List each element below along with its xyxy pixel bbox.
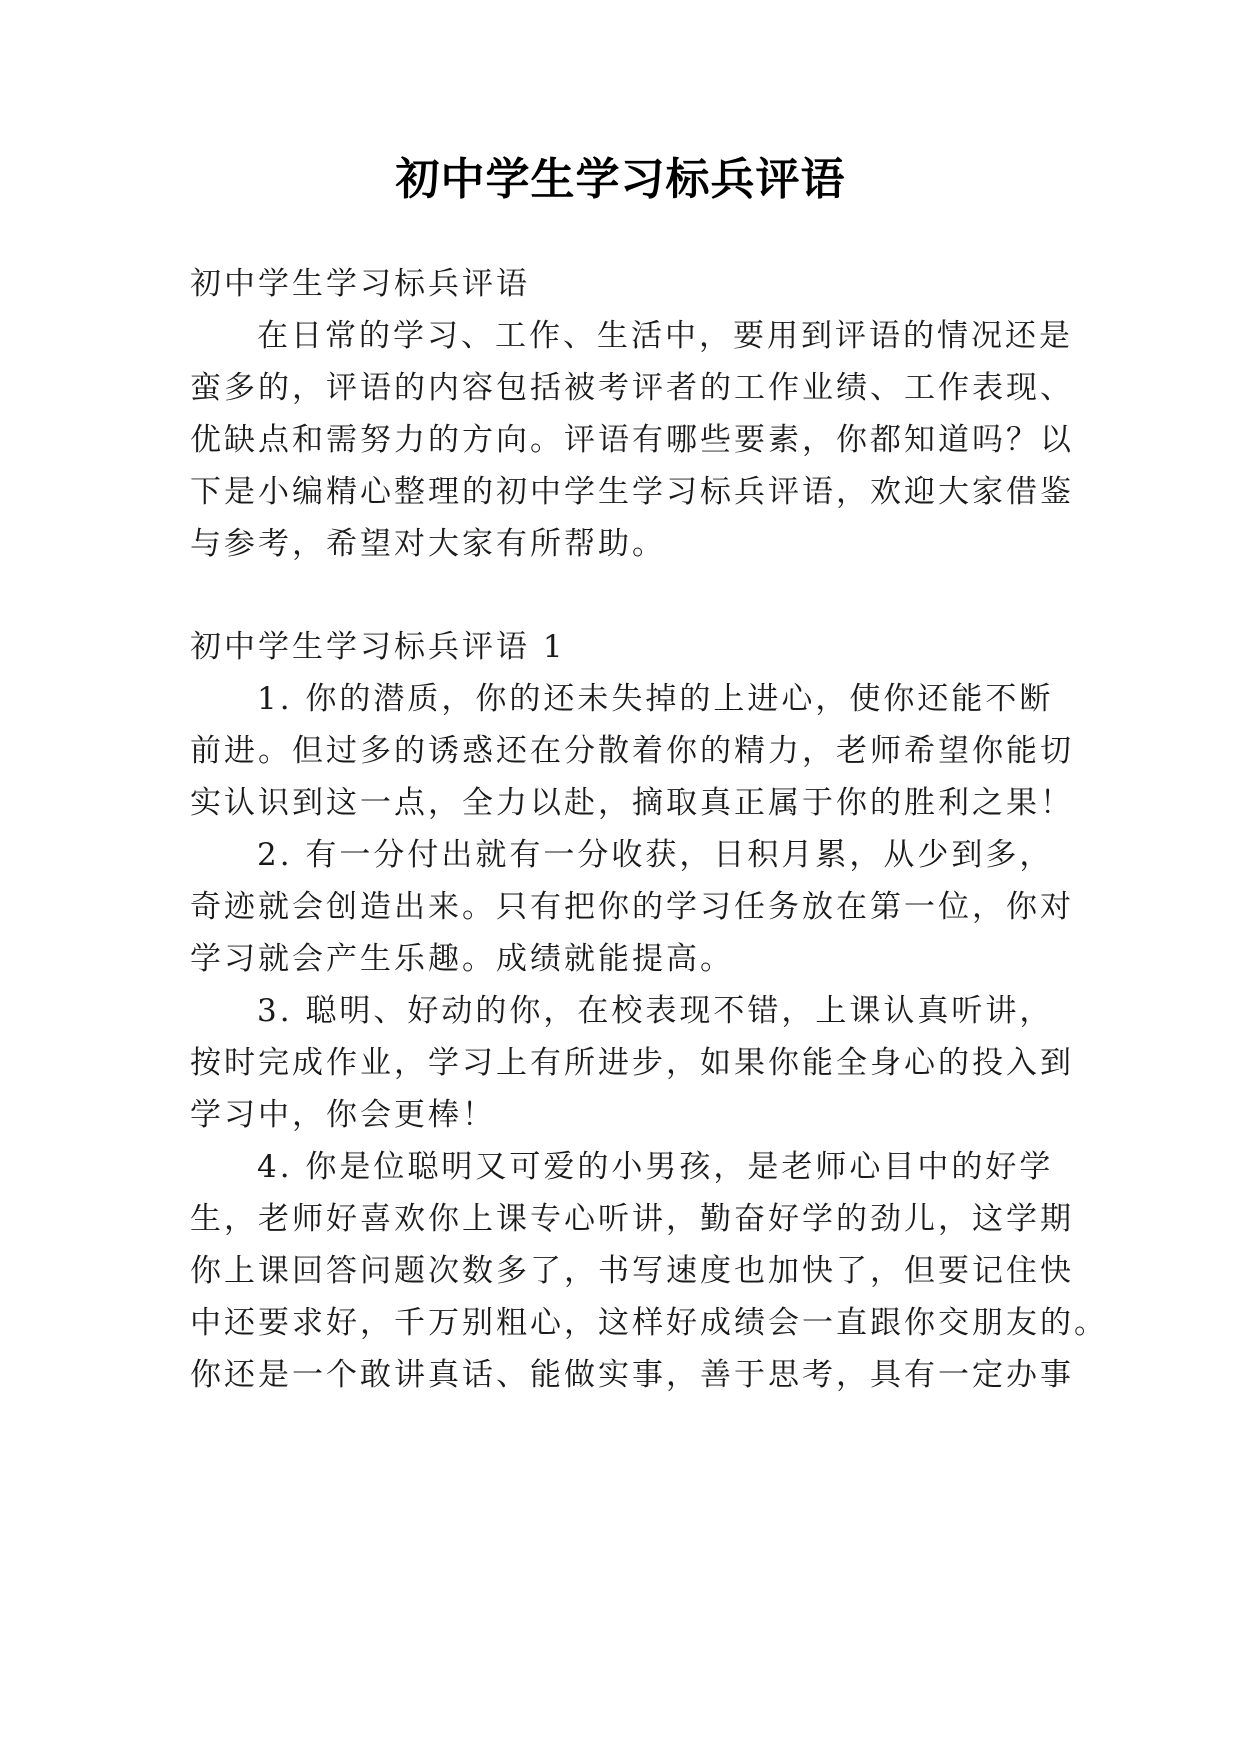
intro-line: 优缺点和需努力的方向。评语有哪些要素，你都知道吗？以 xyxy=(190,422,1074,458)
item-line: 学习就会产生乐趣。成绩就能提高。 xyxy=(190,941,734,977)
intro-line: 蛮多的，评语的内容包括被考评者的工作业绩、工作表现、 xyxy=(190,370,1074,406)
intro-heading: 初中学生学习标兵评语 xyxy=(190,266,530,302)
item-line: 你上课回答问题次数多了，书写速度也加快了，但要记住快 xyxy=(190,1253,1074,1289)
document-title: 初中学生学习标兵评语 xyxy=(395,154,846,205)
intro-line: 在日常的学习、工作、生活中，要用到评语的情况还是 xyxy=(257,318,1073,354)
item-line: 按时完成作业，学习上有所进步，如果你能全身心的投入到 xyxy=(190,1045,1074,1081)
item-line: 你还是一个敢讲真话、能做实事，善于思考，具有一定办事 xyxy=(190,1357,1074,1393)
intro-line: 下是小编精心整理的初中学生学习标兵评语，欢迎大家借鉴 xyxy=(190,474,1074,510)
item-line: 实认识到这一点，全力以赴，摘取真正属于你的胜利之果！ xyxy=(190,785,1074,821)
item-line: 学习中，你会更棒！ xyxy=(190,1097,496,1133)
item-line: 3. 聪明、好动的你，在校表现不错，上课认真听讲， xyxy=(257,993,1054,1029)
item-line: 1. 你的潜质，你的还未失掉的上进心，使你还能不断 xyxy=(257,681,1054,717)
item-line: 前进。但过多的诱惑还在分散着你的精力，老师希望你能切 xyxy=(190,733,1074,769)
item-line: 2. 有一分付出就有一分收获，日积月累，从少到多， xyxy=(257,837,1054,873)
section-heading: 初中学生学习标兵评语 1 xyxy=(190,629,566,665)
item-line: 生，老师好喜欢你上课专心听讲，勤奋好学的劲儿，这学期 xyxy=(190,1201,1074,1237)
intro-line: 与参考，希望对大家有所帮助。 xyxy=(190,526,666,562)
item-line: 奇迹就会创造出来。只有把你的学习任务放在第一位，你对 xyxy=(190,889,1074,925)
item-line: 4. 你是位聪明又可爱的小男孩，是老师心目中的好学 xyxy=(257,1149,1054,1185)
item-line: 中还要求好，千万别粗心，这样好成绩会一直跟你交朋友的。 xyxy=(190,1305,1108,1341)
